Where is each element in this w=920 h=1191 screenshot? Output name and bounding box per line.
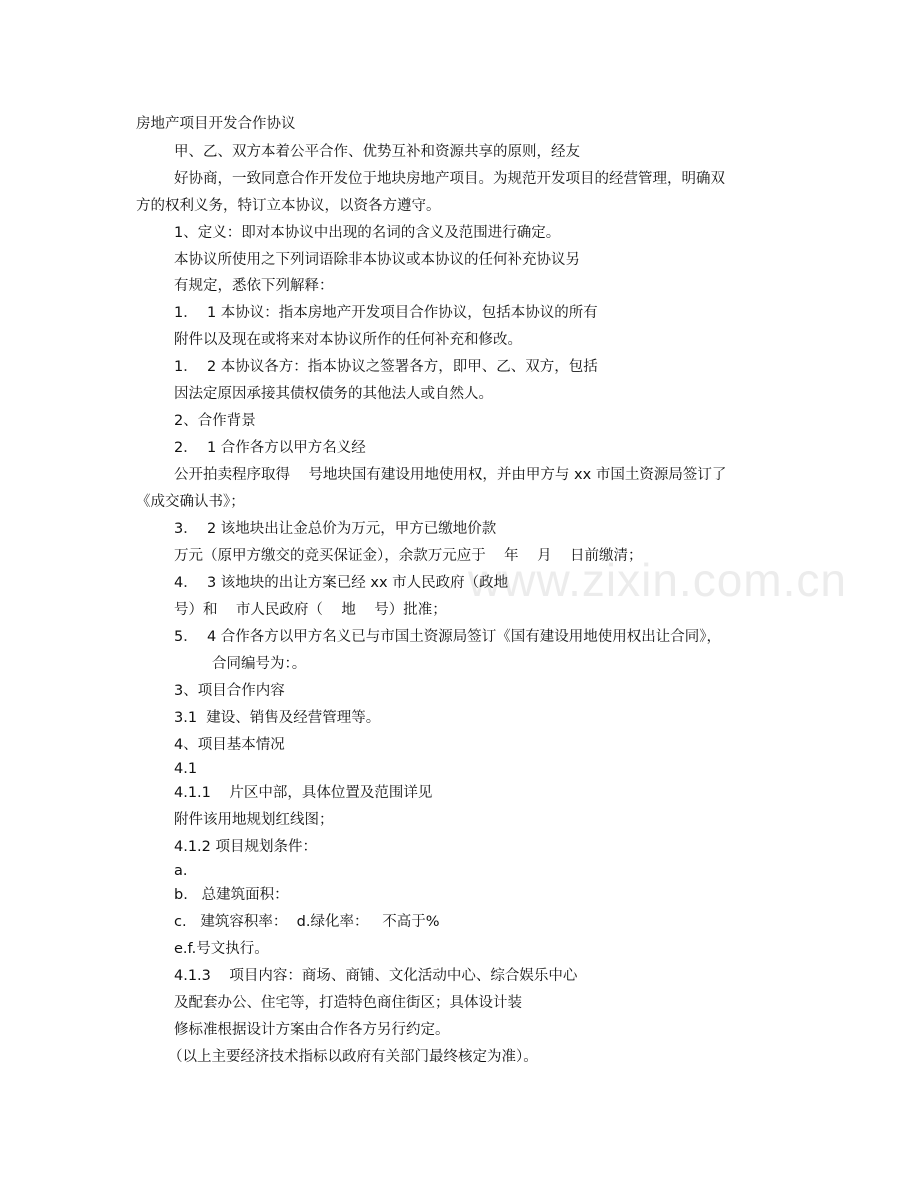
text-line: 4.1.1 片区中部，具体位置及范围详见 (174, 785, 433, 801)
watermark: www.zixin.com.cn (468, 554, 847, 606)
text-line: 方的权利义务，特订立本协议，以资各方遵守。 (136, 198, 441, 214)
text-line: 因法定原因承接其债权债务的其他法人或自然人。 (174, 386, 493, 402)
text-line: c. 建筑容积率： d.绿化率： 不高于% (174, 914, 440, 930)
text-line: 好协商，一致同意合作开发位于地块房地产项目。为规范开发项目的经营管理，明确双 (174, 171, 725, 187)
text-line: 2、合作背景 (174, 413, 256, 429)
text-line: 4.1.3 项目内容：商场、商铺、文化活动中心、综合娱乐中心 (174, 968, 578, 984)
document-title: 房地产项目开发合作协议 (136, 116, 296, 132)
text-line: 有规定，悉依下列解释： (174, 278, 334, 294)
text-line: 甲、乙、双方本着公平合作、优势互补和资源共享的原则，经友 (174, 144, 580, 160)
text-line: a. (174, 863, 188, 879)
text-line: 3.1 建设、销售及经营管理等。 (174, 710, 381, 726)
text-line: 附件该用地规划红线图； (174, 812, 334, 828)
text-line: 附件以及现在或将来对本协议所作的任何补充和修改。 (174, 332, 522, 348)
text-line: 号）和 市人民政府（ 地 号）批准； (174, 602, 447, 618)
text-line: 修标准根据设计方案由合作各方另行约定。 (174, 1022, 450, 1038)
text-line: 4.1 (174, 761, 198, 777)
text-line: 1． 1 本协议：指本房地产开发项目合作协议，包括本协议的所有 (174, 305, 598, 321)
text-line: 本协议所使用之下列词语除非本协议或本协议的任何补充协议另 (174, 252, 580, 268)
text-line: 1、定义：即对本协议中出现的名词的含义及范围进行确定。 (174, 225, 561, 241)
text-line: 3． 2 该地块出让金总价为万元，甲方已缴地价款 (174, 521, 497, 537)
text-line: 4． 3 该地块的出让方案已经 xx 市人民政府（政地 (174, 575, 509, 591)
text-line: 4.1.2 项目规划条件： (174, 839, 318, 855)
text-line: 4、项目基本情况 (174, 737, 285, 753)
text-line: 5． 4 合作各方以甲方名义已与市国土资源局签订《国有建设用地使用权出让合同》， (174, 629, 722, 645)
text-line: 万元（原甲方缴交的竞买保证金），余款万元应于 年 月 日前缴清； (174, 548, 643, 564)
text-line: 及配套办公、住宅等，打造特色商住街区；具体设计装 (174, 995, 522, 1011)
text-line: 2． 1 合作各方以甲方名义经 (174, 440, 366, 456)
text-line: b. 总建筑面积： (174, 887, 289, 903)
text-line: e.f.号文执行。 (174, 941, 269, 957)
text-line: 公开拍卖程序取得 号地块国有建设用地使用权，并由甲方与 xx 市国土资源局签订了 (174, 467, 727, 483)
text-line: 《成交确认书》； (136, 494, 245, 510)
text-line: 合同编号为：。 (212, 656, 307, 672)
text-line: 1． 2 本协议各方：指本协议之签署各方，即甲、乙、双方，包括 (174, 359, 598, 375)
text-line: （以上主要经济技术指标以政府有关部门最终核定为准）。 (168, 1049, 538, 1065)
text-line: 3、项目合作内容 (174, 683, 285, 699)
